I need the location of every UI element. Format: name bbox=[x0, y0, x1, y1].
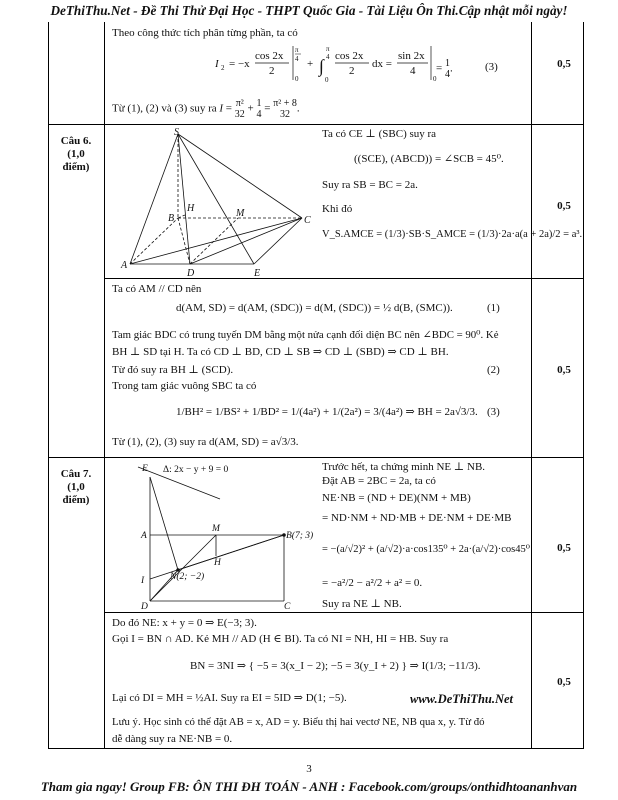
fig7-label-m: M bbox=[212, 524, 220, 534]
q6-part2-line5: Từ đó suy ra BH ⊥ (SCD). bbox=[112, 364, 234, 376]
fig-label-a: A bbox=[121, 260, 128, 271]
q6-part2-line7-num: (3) bbox=[487, 406, 500, 418]
q7-part2-line3: BN = 3NI ⇒ { −5 = 3(x_I − 2); −5 = 3(y_I + 2) } ⇒ I(1/3; −11/3). bbox=[190, 660, 481, 672]
svg-text:I: I bbox=[215, 58, 219, 70]
q6-line3: Suy ra SB = BC = 2a. bbox=[322, 179, 418, 191]
svg-text:π: π bbox=[295, 46, 299, 54]
q7-line5: = −(a/√2)² + (a/√2)·a·cos135⁰ + 2a·(a/√2)·cos45⁰ bbox=[322, 544, 530, 555]
table-border-left bbox=[48, 22, 49, 748]
fig-label-e: E bbox=[254, 268, 261, 278]
svg-text:+: + bbox=[307, 58, 314, 70]
fig7-label-h: H bbox=[214, 558, 221, 568]
q6-part2-line3: Tam giác BDC có trung tuyến DM bằng một nửa cạnh đối diện BC nên ∠BDC = 90⁰. Kẻ bbox=[112, 329, 499, 341]
fig-label-b: B bbox=[168, 213, 175, 224]
fig-label-s: S bbox=[174, 127, 179, 138]
fig-label-m: M bbox=[236, 208, 245, 219]
q7-label: Câu 7. bbox=[60, 468, 92, 480]
fig-label-d: D bbox=[187, 268, 195, 278]
svg-text:= −x: = −x bbox=[229, 58, 250, 70]
q7-line2: Đặt AB = 2BC = 2a, ta có bbox=[322, 475, 436, 487]
row-separator bbox=[48, 124, 584, 125]
fig7-label-b: B(7; 3) bbox=[286, 531, 314, 541]
q6-part2-line1: Ta có AM // CD nên bbox=[112, 283, 202, 295]
q6-part2-line2: d(AM, SD) = d(AM, (SDC)) = d(M, (SDC)) = ½ d(B, (SMC)). bbox=[176, 302, 453, 314]
svg-text:4: 4 bbox=[410, 65, 416, 77]
svg-text:cos 2x: cos 2x bbox=[335, 50, 364, 62]
q6-label: Câu 6. bbox=[60, 135, 92, 147]
q6-part2-line7: 1/BH² = 1/BS² + 1/BD² = 1/(4a²) + 1/(2a²) = 3/(4a²) ⇒ BH = 2a√3/3. bbox=[176, 406, 478, 418]
svg-text:4: 4 bbox=[326, 53, 330, 61]
fig7-label-d: D bbox=[141, 602, 148, 612]
svg-text:∫: ∫ bbox=[319, 56, 324, 76]
q7-rectangle-figure bbox=[108, 459, 314, 612]
svg-text:2: 2 bbox=[269, 65, 275, 77]
q6-points-unit: điểm) bbox=[62, 161, 90, 173]
row1-score: 0,5 bbox=[557, 58, 571, 70]
q7-line6: = −a²/2 − a²/2 + a² = 0. bbox=[322, 577, 423, 589]
q6-pyramid-figure bbox=[112, 126, 312, 278]
page-number: 3 bbox=[306, 763, 312, 775]
table-border-right bbox=[583, 22, 584, 748]
q6-score-1: 0,5 bbox=[557, 200, 571, 212]
table-border-bottom bbox=[48, 748, 584, 749]
fig-label-c: C bbox=[304, 215, 311, 226]
q6-part2-line4: BH ⊥ SD tại H. Ta có CD ⊥ BD, CD ⊥ SB ⇒ CD ⊥ (SBD) ⇒ CD ⊥ BH. bbox=[112, 346, 449, 358]
q6-line5: V_S.AMCE = (1/3)·SB·S_AMCE = (1/3)·2a·a(a + 2a)/2 = a³. bbox=[322, 229, 583, 240]
q7-part2-line2: Gọi I = BN ∩ AD. Kẻ MH // AD (H ∈ BI). Ta có NI = NH, HI = HB. Suy ra bbox=[112, 633, 449, 645]
q7-points: (1,0 bbox=[67, 481, 85, 493]
row1-integral-formula bbox=[215, 40, 445, 86]
svg-text:π: π bbox=[326, 45, 330, 53]
fig7-label-delta: Δ: 2x − y + 9 = 0 bbox=[163, 465, 229, 475]
row1-intro: Theo công thức tích phân từng phần, ta có bbox=[112, 27, 298, 39]
sub-row-separator bbox=[104, 278, 584, 279]
svg-text:4: 4 bbox=[295, 55, 299, 63]
q7-line3: NE·NB = (ND + DE)(NM + MB) bbox=[322, 492, 471, 504]
row1-eq-number: (3) bbox=[485, 61, 498, 73]
q7-part2-line6: dễ dàng suy ra NE·NB = 0. bbox=[112, 733, 233, 745]
fig7-label-i: I bbox=[141, 576, 145, 586]
svg-text:0: 0 bbox=[325, 76, 329, 84]
q7-score-2: 0,5 bbox=[557, 676, 571, 688]
q6-part2-line8: Từ (1), (2), (3) suy ra d(AM, SD) = a√3/3. bbox=[112, 436, 299, 448]
svg-text:0: 0 bbox=[295, 75, 299, 83]
svg-text:0: 0 bbox=[433, 75, 437, 83]
page-header: DeThiThu.Net - Đề Thi Thử Đại Học - THPT Quốc Gia - Tài Liệu Ôn Thi.Cập nhật mỗi ngày! bbox=[50, 3, 568, 18]
fig-label-h: H bbox=[187, 203, 195, 214]
row1-conclusion: Từ (1), (2) và (3) suy ra I = π² 32 + 1 4 = π² + 8 32 . bbox=[112, 98, 300, 120]
fig7-label-e: E bbox=[142, 464, 148, 474]
q7-part2-line1: Do đó NE: x + y = 0 ⇒ E(−3; 3). bbox=[112, 617, 257, 629]
fig7-label-n: N(2; −2) bbox=[170, 572, 205, 582]
fig7-label-a: A bbox=[141, 531, 147, 541]
svg-text:2: 2 bbox=[349, 65, 355, 77]
q7-line7: Suy ra NE ⊥ NB. bbox=[322, 598, 402, 610]
q6-line4: Khi đó bbox=[322, 203, 353, 215]
q6-line1: Ta có CE ⊥ (SBC) suy ra bbox=[322, 128, 437, 140]
svg-text:sin 2x: sin 2x bbox=[398, 50, 425, 62]
q7-line1: Trước hết, ta chứng minh NE ⊥ NB. bbox=[322, 461, 486, 473]
row1-formula-tail: = 1 4. bbox=[436, 58, 453, 80]
q7-part2-line4: Lại có DI = MH = ½AI. Suy ra EI = 5ID ⇒ D(1; −5). bbox=[112, 692, 347, 704]
q6-points: (1,0 bbox=[67, 148, 85, 160]
svg-text:dx =: dx = bbox=[372, 58, 392, 70]
table-divider-score bbox=[531, 22, 532, 748]
row-separator bbox=[48, 457, 584, 458]
q6-line2: ((SCE), (ABCD)) = ∠SCB = 45⁰. bbox=[354, 153, 504, 165]
watermark-site: www.DeThiThu.Net bbox=[410, 692, 514, 706]
svg-text:cos 2x: cos 2x bbox=[255, 50, 284, 62]
q7-line4: = ND·NM + ND·MB + DE·NM + DE·MB bbox=[322, 512, 512, 524]
q6-part2-line6: Trong tam giác vuông SBC ta có bbox=[112, 380, 257, 392]
q7-part2-line5: Lưu ý. Học sinh có thể đặt AB = x, AD = y. Biểu thị hai vectơ NE, NB qua x, y. Từ đó bbox=[112, 716, 485, 728]
fig7-label-c: C bbox=[284, 602, 291, 612]
q7-score-1: 0,5 bbox=[557, 542, 571, 554]
page-footer: Tham gia ngay! Group FB: ÔN THI ĐH TOÁN - ANH : Facebook.com/groups/onthidhtoananhvan bbox=[40, 779, 578, 794]
table-divider-label bbox=[104, 22, 105, 748]
svg-text:2: 2 bbox=[221, 64, 225, 72]
q7-points-unit: điểm) bbox=[62, 494, 90, 506]
q6-part2-line5-num: (2) bbox=[487, 364, 500, 376]
sub-row-separator bbox=[104, 612, 584, 613]
q6-score-2: 0,5 bbox=[557, 364, 571, 376]
q6-part2-line2-num: (1) bbox=[487, 302, 500, 314]
